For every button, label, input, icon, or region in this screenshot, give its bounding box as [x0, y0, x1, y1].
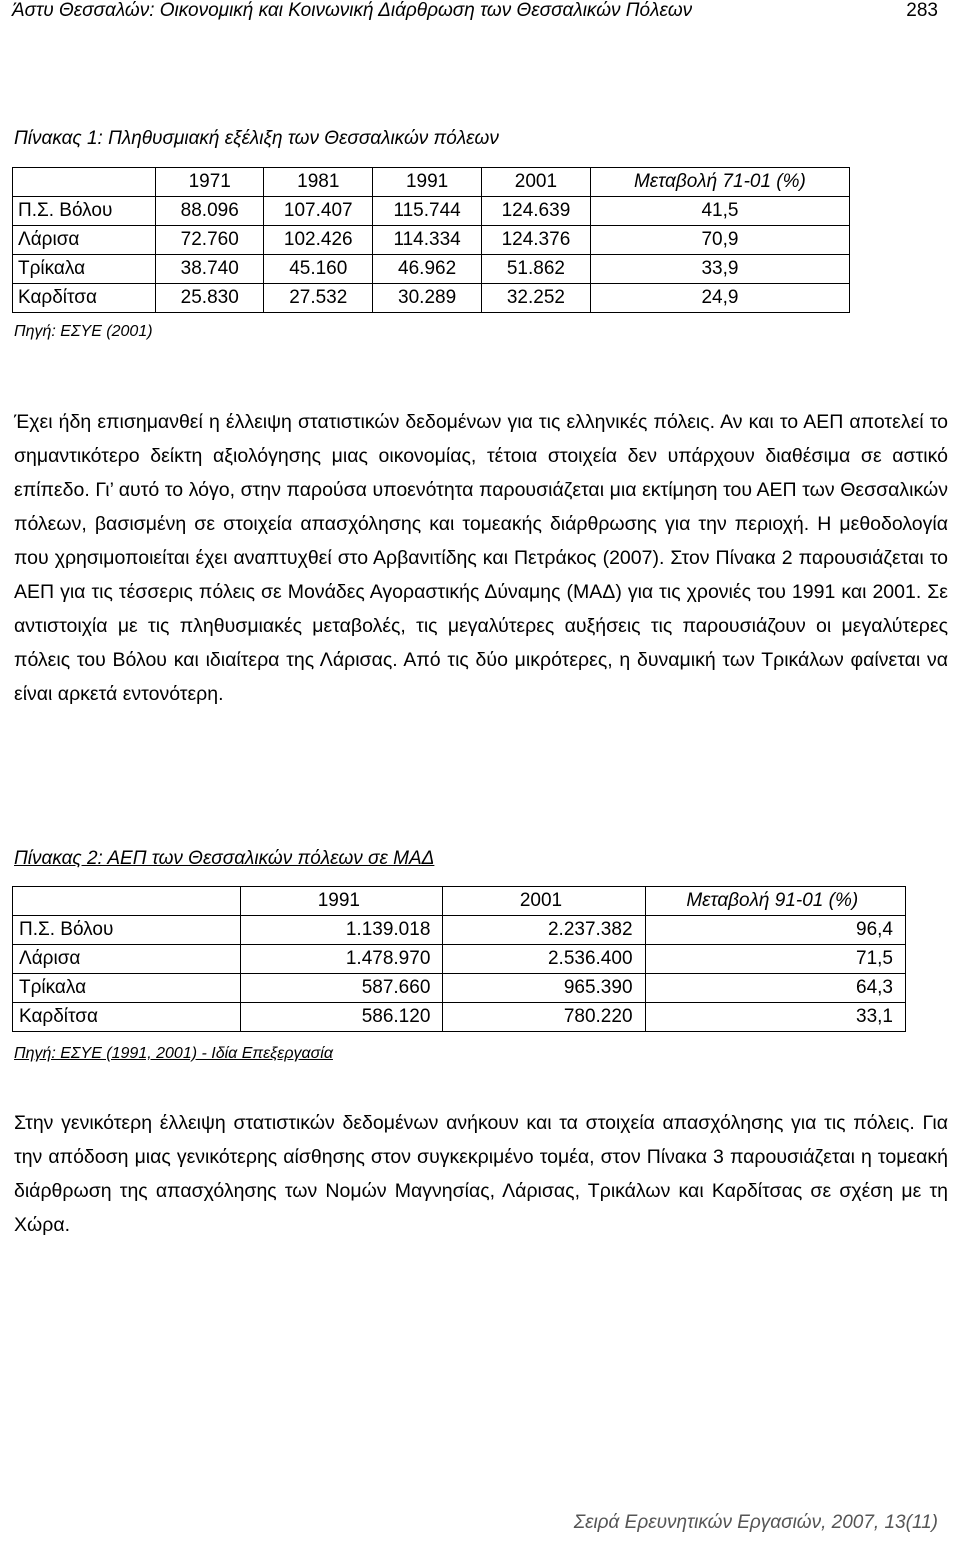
table-cell: 45.160 [264, 255, 373, 284]
table-cell: 587.660 [241, 974, 443, 1003]
table-cell: 46.962 [373, 255, 482, 284]
table-header-row [13, 887, 906, 916]
table-cell: 107.407 [264, 197, 373, 226]
running-header-title: Άστυ Θεσσαλών: Οικονομική και Κοινωνική Διάρθρωση των Θεσσαλικών Πόλεων [12, 0, 693, 21]
population-table [12, 167, 850, 313]
table-header-cell [13, 168, 156, 197]
table-header-cell: Μεταβολή 91-01 (%) [645, 887, 905, 916]
table-cell: Π.Σ. Βόλου [13, 916, 241, 945]
table-cell: 965.390 [443, 974, 645, 1003]
table-cell: 32.252 [481, 284, 590, 313]
table-cell: 24,9 [590, 284, 849, 313]
table-cell: 2.237.382 [443, 916, 645, 945]
table-cell: Λάρισα [13, 226, 156, 255]
table1-caption: Πίνακας 1: Πληθυσμιακή εξέλιξη των Θεσσαλικών πόλεων [14, 128, 499, 149]
table-row [13, 226, 850, 255]
table-cell: Τρίκαλα [13, 255, 156, 284]
table-row [13, 1003, 906, 1032]
table-cell: 96,4 [645, 916, 905, 945]
table-cell: Καρδίτσα [13, 1003, 241, 1032]
table-cell: Π.Σ. Βόλου [13, 197, 156, 226]
table-cell: 88.096 [156, 197, 264, 226]
table-cell: 124.376 [481, 226, 590, 255]
table-cell: 2.536.400 [443, 945, 645, 974]
table-cell: 64,3 [645, 974, 905, 1003]
table-header-cell: 1971 [156, 168, 264, 197]
table-header-cell: 1991 [241, 887, 443, 916]
table-cell: 1.139.018 [241, 916, 443, 945]
body-paragraph-2: Στην γενικότερη έλλειψη στατιστικών δεδομένων ανήκουν και τα στοιχεία απασχόλησης για τις πόλεις. Για την απόδοση μιας γενικότερης αίσθησης στον συγκεκριμένο τομέα, στον Πίνακα 3 παρουσιάζεται η τομεακή διάρθρωση της απασχόλησης των Νομών Μαγνησίας, Λάρισας, Τρικάλων και Καρδίτσας σε σχέση με τη Χώρα. [14, 1112, 948, 1236]
table-header-cell: 1991 [373, 168, 482, 197]
table-cell: 115.744 [373, 197, 482, 226]
table-cell: 780.220 [443, 1003, 645, 1032]
table-cell: 38.740 [156, 255, 264, 284]
table-row [13, 974, 906, 1003]
table-cell: 25.830 [156, 284, 264, 313]
table-header-cell: 2001 [443, 887, 645, 916]
table-cell: 33,9 [590, 255, 849, 284]
table-cell: 70,9 [590, 226, 849, 255]
running-footer: Σειρά Ερευνητικών Εργασιών, 2007, 13(11) [573, 1512, 938, 1533]
table-header-cell: 2001 [481, 168, 590, 197]
table-cell: 30.289 [373, 284, 482, 313]
table-cell: Τρίκαλα [13, 974, 241, 1003]
table-row [13, 255, 850, 284]
table-cell: 102.426 [264, 226, 373, 255]
table-header-row [13, 168, 850, 197]
table-header-cell: 1981 [264, 168, 373, 197]
gdp-table [12, 886, 906, 1032]
body-paragraph-1: Έχει ήδη επισημανθεί η έλλειψη στατιστικών δεδομένων για τις ελληνικές πόλεις. Αν και το ΑΕΠ αποτελεί το σημαντικότερο δείκτη αξιολόγησης μιας οικονομίας, τέτοια στοιχεία δεν υπάρχουν διαθέσιμα σε αστικό επίπεδο. Γι’ αυτό το λόγο, στην παρούσα υποενότητα παρουσιάζεται μια εκτίμηση του ΑΕΠ των Θεσσαλικών πόλεων, βασισμένη σε στοιχεία απασχόλησης και τομεακής διάρθρωσης για την περιοχή. Η μεθοδολογία που χρησιμοποιείται έχει αναπτυχθεί στο Αρβανιτίδης και Πετράκος (2007). Στον Πίνακα 2 παρουσιάζεται το ΑΕΠ για τις τέσσερις πόλεις σε Μονάδες Αγοραστικής Δύναμης (ΜΑΔ) για τις χρονιές του 1991 και 2001. Σε αντιστοιχία με τις πληθυσμιακές μεταβολές, τις μεγαλύτερες αυξήσεις τις παρουσιάζουν οι μεγαλύτερες πόλεις του Βόλου και ιδιαίτερα της Λάρισας. Από τις δύο μικρότερες, η δυναμική των Τρικάλων φαίνεται να είναι αρκετά εντονότερη. [14, 411, 948, 705]
table-cell: 41,5 [590, 197, 849, 226]
table-row [13, 284, 850, 313]
table-cell: 51.862 [481, 255, 590, 284]
table-cell: 1.478.970 [241, 945, 443, 974]
table-cell: 27.532 [264, 284, 373, 313]
table-cell: 124.639 [481, 197, 590, 226]
table2-caption: Πίνακας 2: ΑΕΠ των Θεσσαλικών πόλεων σε ΜΑΔ [14, 848, 435, 869]
table-row [13, 197, 850, 226]
table-row [13, 916, 906, 945]
table-cell: 71,5 [645, 945, 905, 974]
table-cell: 33,1 [645, 1003, 905, 1032]
page-number: 283 [906, 0, 938, 21]
table-cell: Λάρισα [13, 945, 241, 974]
table-cell: 114.334 [373, 226, 482, 255]
table-cell: 586.120 [241, 1003, 443, 1032]
table1-source: Πηγή: ΕΣΥΕ (2001) [14, 323, 153, 340]
table-header-cell [13, 887, 241, 916]
table-row [13, 945, 906, 974]
table-cell: Καρδίτσα [13, 284, 156, 313]
table2-source: Πηγή: ΕΣΥΕ (1991, 2001) - Ιδία Επεξεργασία [14, 1045, 333, 1062]
table-cell: 72.760 [156, 226, 264, 255]
table-header-cell: Μεταβολή 71-01 (%) [590, 168, 849, 197]
